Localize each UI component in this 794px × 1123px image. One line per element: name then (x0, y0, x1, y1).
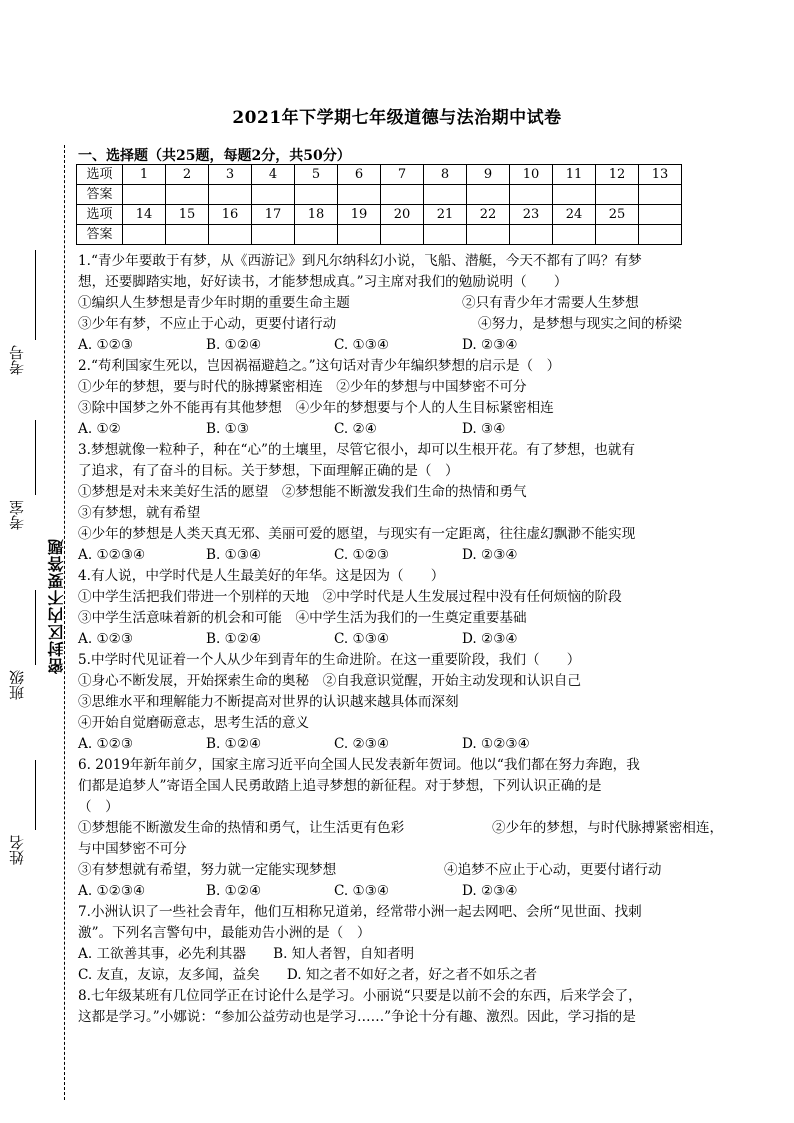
statement: ③思维水平和理解能力不断提高对世界的认识越来越具体而深刻 (78, 694, 459, 710)
table-row (77, 225, 682, 245)
table-row (77, 185, 682, 205)
table-cell: 12 (596, 165, 639, 185)
option-b[interactable]: B. ①②④ (206, 883, 262, 899)
answer-cell[interactable] (123, 225, 166, 245)
option-d[interactable]: D. ②③④ (462, 337, 518, 353)
answer-cell[interactable] (209, 185, 252, 205)
answer-cell[interactable] (553, 225, 596, 245)
statement-row (78, 860, 768, 881)
question-stem: （ ） (78, 799, 119, 815)
option-a[interactable]: A. ①②③ (78, 736, 134, 752)
option-b[interactable]: B. ①②④ (206, 337, 262, 353)
options-row (78, 629, 768, 650)
statement: ①身心不断发展，开始探索生命的奥秘 ②自我意识觉醒，开始主动发现和认识自己 (78, 673, 581, 689)
answer-table (76, 164, 682, 245)
answer-cell[interactable] (639, 185, 682, 205)
statement: ③少年有梦，不应止于心动，更要付诸行动 (78, 316, 337, 332)
table-cell: 19 (338, 205, 381, 225)
question-stem: 4.有人说，中学时代是人生最美好的年华。这是因为（ ） (78, 568, 445, 584)
answer-cell[interactable] (252, 225, 295, 245)
table-row (77, 165, 682, 185)
table-cell: 选项 (77, 205, 123, 225)
table-cell: 5 (295, 165, 338, 185)
section-heading: 一、选择题（共25题，每题2分，共50分） (78, 148, 351, 164)
statement: ②少年的梦想，与时代脉搏紧密相连， (492, 820, 724, 836)
questions-body (78, 251, 768, 1028)
table-cell: 25 (596, 205, 639, 225)
question-stem: 3.梦想就像一粒种子，种在“心”的土壤里，尽管它很小，却可以生根开花。有了梦想，也就有 (78, 442, 636, 458)
option-a[interactable]: A. ①②③④ (78, 547, 146, 563)
option-c[interactable]: C. ②④ (334, 421, 377, 437)
table-cell: 14 (123, 205, 166, 225)
statement: ①梦想能不断激发生命的热情和勇气，让生活更有色彩 (78, 820, 405, 836)
option-d[interactable]: D. ③④ (462, 421, 506, 437)
question-stem: 了追求，有了奋斗的目标。关于梦想，下面理解正确的是（ ） (78, 463, 459, 479)
question-stem: 1.“青少年要敢于有梦，从《西游记》到凡尔纳科幻小说，飞船、潜艇，今天不都有了吗？有梦 (78, 253, 642, 269)
table-cell: 答案 (77, 185, 123, 205)
question-stem: 们都是追梦人”寄语全国人民勇敢踏上追寻梦想的新征程。对于梦想，下列认识正确的是 (78, 778, 602, 794)
option-b[interactable]: B. ①②④ (206, 631, 262, 647)
seal-warning: 密封区内不要答题 (47, 538, 66, 674)
statement: ③中学生活意味着新的机会和可能 ④中学生活为我们的一生奠定重要基础 (78, 610, 527, 626)
question-stem: 5.中学时代见证着一个人从少年到青年的生命进阶。在这一重要阶段，我们（ ） (78, 652, 581, 668)
table-cell: 13 (639, 165, 682, 185)
table-cell (639, 205, 682, 225)
statement-row (78, 293, 768, 314)
table-cell: 15 (166, 205, 209, 225)
table-cell: 2 (166, 165, 209, 185)
question-stem: 这都是学习。”小娜说：“参加公益劳动也是学习……”争论十分有趣、激烈。因此，学习指的是 (78, 1009, 636, 1025)
option-a[interactable]: A. ①②③ (78, 631, 134, 647)
name-line (35, 760, 36, 830)
table-cell: 22 (467, 205, 510, 225)
table-cell: 16 (209, 205, 252, 225)
option-a[interactable]: A. ①②③ (78, 337, 134, 353)
table-cell: 21 (424, 205, 467, 225)
class-label: 班级 (8, 670, 26, 700)
exam-number-label: 考号 (8, 345, 26, 375)
option-b[interactable]: B. ①③ (206, 421, 250, 437)
table-cell: 7 (381, 165, 424, 185)
statement: 与中国梦密不可分 (78, 841, 187, 857)
table-cell: 答案 (77, 225, 123, 245)
answer-cell[interactable] (596, 225, 639, 245)
class-line (35, 590, 36, 665)
statement: ②只有青少年才需要人生梦想 (462, 295, 639, 311)
answer-cell[interactable] (295, 185, 338, 205)
answer-cell[interactable] (209, 225, 252, 245)
answer-cell[interactable] (338, 185, 381, 205)
option-d[interactable]: D. ②③④ (462, 631, 518, 647)
table-cell: 17 (252, 205, 295, 225)
option-c[interactable]: C. ①②③ (334, 547, 390, 563)
statement: ③除中国梦之外不能再有其他梦想 ④少年的梦想要与个人的人生目标紧密相连 (78, 400, 554, 416)
option-b[interactable]: B. ①②④ (206, 736, 262, 752)
exam-room-line (35, 420, 36, 495)
statement: ④努力，是梦想与现实之间的桥梁 (478, 316, 682, 332)
statement-row (78, 818, 768, 839)
table-cell: 24 (553, 205, 596, 225)
statement: ④少年的梦想是人类天真无邪、美丽可爱的愿望，与现实有一定距离，往往虚幻飘渺不能实现 (78, 526, 636, 542)
question-stem: 8.七年级某班有几位同学正在讨论什么是学习。小丽说“只要是以前不会的东西，后来学会了， (78, 988, 642, 1004)
options-row (78, 545, 768, 566)
option-a[interactable]: A. ①② (78, 421, 121, 437)
options-row (78, 881, 768, 902)
table-cell: 1 (123, 165, 166, 185)
option-d[interactable]: D. ①②③④ (462, 736, 530, 752)
table-cell: 3 (209, 165, 252, 185)
statement-row (78, 314, 768, 335)
table-cell: 10 (510, 165, 553, 185)
answer-cell[interactable] (295, 225, 338, 245)
answer-cell[interactable] (252, 185, 295, 205)
question-stem: 7.小洲认识了一些社会青年，他们互相称兄道弟，经常带小洲一起去网吧、会所“见世面、找刺 (78, 904, 642, 920)
statement: ③有梦想就有希望，努力就一定能实现梦想 (78, 862, 337, 878)
answer-cell[interactable] (381, 185, 424, 205)
answer-cell[interactable] (510, 225, 553, 245)
answer-cell[interactable] (123, 185, 166, 205)
table-cell: 20 (381, 205, 424, 225)
answer-cell[interactable] (553, 185, 596, 205)
table-cell: 9 (467, 165, 510, 185)
option-b[interactable]: B. ①③④ (206, 547, 262, 563)
table-row (77, 205, 682, 225)
statement: ③有梦想，就有希望 (78, 505, 201, 521)
statement: ④开始自觉磨砺意志，思考生活的意义 (78, 715, 310, 731)
statement: ①梦想是对未来美好生活的愿望 ②梦想能不断激发我们生命的热情和勇气 (78, 484, 527, 500)
option-c[interactable]: C. ②③④ (334, 736, 390, 752)
option-c[interactable]: C. ①③④ (334, 883, 390, 899)
options-row (78, 335, 768, 356)
answer-cell[interactable] (639, 225, 682, 245)
name-label: 姓名 (8, 835, 26, 865)
question-stem: 2.“苟利国家生死以，岂因祸福避趋之。”这句话对青少年编织梦想的启示是（ ） (78, 358, 561, 374)
answer-cell[interactable] (467, 225, 510, 245)
answer-cell[interactable] (338, 225, 381, 245)
options-row[interactable]: A. 工欲善其事，必先利其器 B. 知人者智，自知者明 (78, 946, 415, 962)
answer-cell[interactable] (166, 225, 209, 245)
table-cell: 18 (295, 205, 338, 225)
options-row[interactable]: C. 友直，友谅，友多闻，益矣 D. 知之者不如好之者，好之者不如乐之者 (78, 967, 538, 983)
answer-cell[interactable] (381, 225, 424, 245)
table-cell: 选项 (77, 165, 123, 185)
option-d[interactable]: D. ②③④ (462, 883, 518, 899)
options-row (78, 419, 768, 440)
table-cell: 11 (553, 165, 596, 185)
option-c[interactable]: C. ①③④ (334, 631, 390, 647)
exam-room-label: 考室 (8, 500, 26, 530)
question-stem: 6. 2019年新年前夕，国家主席习近平向全国人民发表新年贺词。他以“我们都在努力奔跑，我 (78, 757, 640, 773)
page-title: 2021年下学期七年级道德与法治期中试卷 (232, 108, 562, 128)
option-a[interactable]: A. ①②③④ (78, 883, 146, 899)
statement: ①中学生活把我们带进一个别样的天地 ②中学时代是人生发展过程中没有任何烦恼的阶段 (78, 589, 622, 605)
answer-cell[interactable] (510, 185, 553, 205)
option-d[interactable]: D. ②③④ (462, 547, 518, 563)
answer-cell[interactable] (596, 185, 639, 205)
statement: ①编织人生梦想是青少年时期的重要生命主题 (78, 295, 350, 311)
table-cell: 8 (424, 165, 467, 185)
question-stem: 想，还要脚踏实地，好好读书，才能梦想成真。”习主席对我们的勉励说明（ ） (78, 274, 568, 290)
options-row (78, 734, 768, 755)
answer-cell[interactable] (424, 185, 467, 205)
exam-number-line (35, 250, 36, 340)
answer-cell[interactable] (166, 185, 209, 205)
statement: ①少年的梦想，要与时代的脉搏紧密相连 ②少年的梦想与中国梦密不可分 (78, 379, 527, 395)
table-cell: 23 (510, 205, 553, 225)
answer-cell[interactable] (424, 225, 467, 245)
answer-cell[interactable] (467, 185, 510, 205)
table-cell: 6 (338, 165, 381, 185)
question-stem: 激”。下列名言警句中，最能劝告小洲的是（ ） (78, 925, 371, 941)
option-c[interactable]: C. ①③④ (334, 337, 390, 353)
table-cell: 4 (252, 165, 295, 185)
statement: ④追梦不应止于心动，更要付诸行动 (444, 862, 662, 878)
